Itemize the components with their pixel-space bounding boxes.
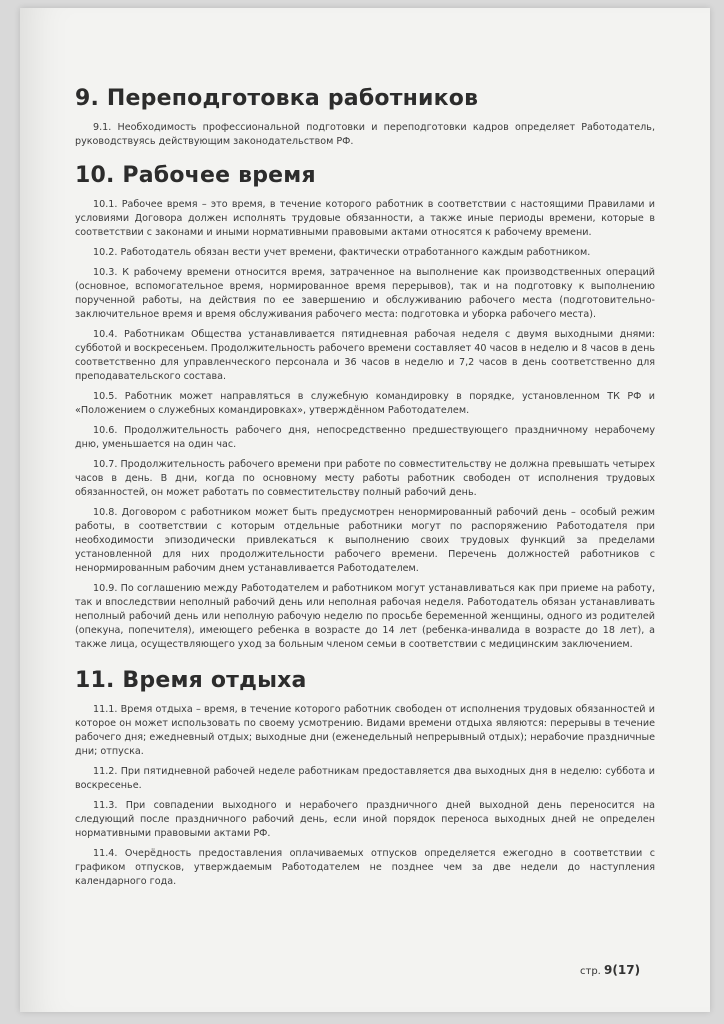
paragraph-10-4: 10.4. Работникам Общества устанавливается пятидневная рабочая неделя с двумя выходными днями: субботой и воскресеньем. Продолжительность рабочего времени составляет 40 часов в неделю и 8 часов в день соответственно для управленческого персонала и 36 часов в неделю и 7,2 часов в день соответственно для преподавательского состава.: [75, 329, 655, 382]
paragraph-11-1: 11.1. Время отдыха – время, в течение которого работник свободен от исполнения трудовых обязанностей и которое он может использовать по своему усмотрению. Видами времени отдыха являются: перерывы в течение рабочего дня; ежедневный отдых; выходные дни (еженедельный непрерывный отдых); нерабочие праздничные дни; отпуска.: [75, 704, 655, 757]
paragraph-11-4: 11.4. Очерёдность предоставления оплачиваемых отпусков определяется ежегодно в соответствии с графиком отпусков, утверждаемым Работодателем не позднее чем за две недели до наступления календарного года.: [75, 848, 655, 887]
paragraph-10-9: 10.9. По соглашению между Работодателем и работником могут устанавливаться как при приеме на работу, так и впоследствии неполный рабочий день или неполная рабочая неделя. Работодатель обязан устанавливать неполный рабочий день или неполную рабочую неделю по просьбе беременной женщины, одного из родителей (опекуна, попечителя), имеющего ребенка в возрасте до 14 лет (ребенка-инвалида в возрасте до 18 лет), а также лица, осуществляющего уход за больным членом семьи в соответствии с медицинским заключением.: [75, 583, 655, 650]
paragraph-10-2: 10.2. Работодатель обязан вести учет времени, фактически отработанного каждым работником.: [93, 247, 591, 258]
paragraph-10-6: 10.6. Продолжительность рабочего дня, непосредственно предшествующего праздничному нерабочему дню, уменьшается на один час.: [75, 425, 655, 450]
page-number-current: 9: [604, 963, 613, 977]
page-number-total: (17): [612, 963, 641, 977]
section-11: [75, 668, 655, 889]
document-page: [20, 8, 710, 1012]
paragraph-11-2: 11.2. При пятидневной рабочей неделе работникам предоставляется два выходных дня в неделю: суббота и воскресенье.: [75, 766, 655, 791]
paragraph-10-8: 10.8. Договором с работником может быть предусмотрен ненормированный рабочий день – особый режим работы, в соответствии с которым отдельные работники могут по распоряжению Работодателя при необходимости эпизодически привлекаться к выполнению своих трудовых функций за пределами установленной для них продолжительности рабочего времени. Перечень должностей работников с ненормированным рабочим днем устанавливается Работодателем.: [75, 507, 655, 574]
section-10: [75, 163, 655, 652]
paragraph-10-7: 10.7. Продолжительность рабочего времени при работе по совместительству не должна превышать четырех часов в день. В дни, когда по основному месту работы работник свободен от исполнения трудовых обязанностей, он может работать по совместительству полный рабочий день.: [75, 459, 656, 498]
page-number: [580, 963, 640, 977]
paragraph-10-5: 10.5. Работник может направляться в служебную командировку в порядке, установленном ТК РФ и «Положением о служебных командировках», утверждённом Работодателем.: [75, 391, 655, 416]
paragraph-11-3: 11.3. При совпадении выходного и нерабочего праздничного дней выходной день переносится на следующий после праздничного рабочий день, если иной порядок переноса выходных дней не определен нормативными правовыми актами РФ.: [75, 800, 655, 839]
document-content: [75, 78, 655, 895]
section-9: [75, 86, 655, 149]
section-heading-9: 9. Переподготовка работников: [75, 86, 479, 111]
paragraph-10-3: 10.3. К рабочему времени относится время, затраченное на выполнение как производственных операций (основное, вспомогательное время, нормированное время перерывов), так и на подготовку к выполнению порученной работы, на действия по ее завершению и обслуживанию рабочего места (подготовительно-заключительное время и время обслуживания рабочего места: подготовка и уборка рабочего места).: [75, 267, 655, 320]
paragraph-10-1: 10.1. Рабочее время – это время, в течение которого работник в соответствии с настоящими Правилами и условиями Договора должен исполнять трудовые обязанности, а также иные периоды времени, которые в соответствии с законами и иными нормативными правовыми актами относятся к рабочему времени.: [75, 199, 655, 238]
section-heading-10: 10. Рабочее время: [75, 163, 316, 188]
paragraph-9-1: 9.1. Необходимость профессиональной подготовки и переподготовки кадров определяет Работодатель, руководствуясь действующим законодательством РФ.: [75, 122, 655, 147]
page-number-prefix: стр.: [580, 966, 601, 977]
section-heading-11: 11. Время отдыха: [75, 668, 307, 693]
